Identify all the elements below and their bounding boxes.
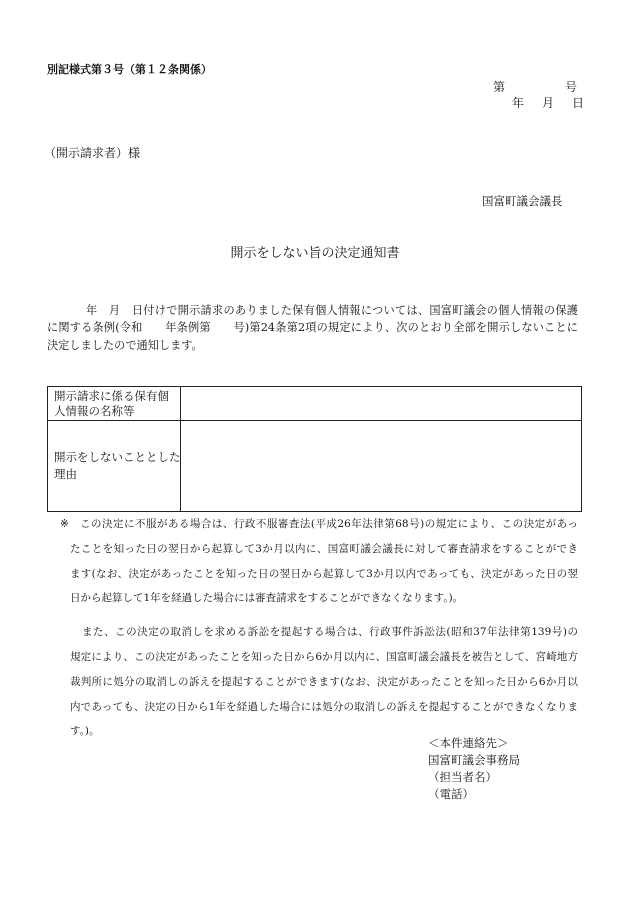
document-date-line: 年 月 日 xyxy=(512,96,588,110)
table-value-cell xyxy=(181,421,581,511)
contact-office: 国富町議会事務局 xyxy=(428,753,520,767)
body-text-line: に関する条例(令和 年条例第 号)第24条第2項の規定により、次のとおり全部を開示しないことに xyxy=(47,321,578,334)
note-line: また、この決定の取消しを求める訴訟を提起する場合は、行政事件訴訟法(昭和37年法律第139号)の xyxy=(82,626,578,638)
table-row xyxy=(48,387,581,421)
table-value-cell xyxy=(181,387,581,420)
note-line: 日から起算して1年を経過した場合には審査請求をすることができなくなります。)。 xyxy=(70,592,464,604)
document-title: 開示をしない旨の決定通知書 xyxy=(230,246,400,261)
sender: 国富町議会議長 xyxy=(482,194,563,208)
body-text-line: 決定しましたので通知します。 xyxy=(47,339,203,352)
contact-phone: （電話） xyxy=(428,787,474,801)
note-line: たことを知った日の翌日から起算して3か月以内に、国富町議会議長に対して審査請求をすることができ xyxy=(70,543,578,555)
table-label-cell xyxy=(48,421,181,511)
table-label-line: 人情報の名称等 xyxy=(54,404,135,418)
table-row xyxy=(48,421,581,511)
document-number-line: 第 号 xyxy=(493,80,578,94)
note-mark: ※ xyxy=(60,518,69,530)
note-line: 裁判所に処分の取消しの訴えを提起することができます(なお、決定があったことを知った日から6か月以 xyxy=(70,676,578,688)
contact-block xyxy=(428,735,520,803)
addressee: （開示請求者）様 xyxy=(44,146,141,160)
body-text-line: 年 月 日付けで開示請求のありました保有個人情報については、国富町議会の個人情報の保護 xyxy=(86,304,578,317)
note-line: 内であっても、決定の日から1年を経過した場合には処分の取消しの訴えを提起することができなくなりま xyxy=(70,701,578,713)
form-label: 別記様式第３号（第１２条関係） xyxy=(47,63,212,76)
table-label-line: 開示をしないこととした xyxy=(54,450,181,464)
note-line: この決定に不服がある場合は、行政不服審査法(平成26年法律第68号)の規定により、この決定があっ xyxy=(80,518,578,530)
table-label-cell xyxy=(48,387,181,420)
contact-heading: ＜本件連絡先＞ xyxy=(428,736,509,750)
note-line: す。)。 xyxy=(70,725,100,737)
note-line: 規定により、この決定があったことを知った日から6か月以内に、国富町議会議長を被告として、宮崎地方 xyxy=(70,651,578,663)
contact-person: （担当者名） xyxy=(428,770,497,784)
note-line: ます(なお、決定があったことを知った日の翌日から起算して3か月以内であっても、決定があった日の翌 xyxy=(70,568,578,580)
decision-table xyxy=(47,386,582,512)
table-label-line: 開示請求に係る保有個 xyxy=(54,389,169,403)
table-label-line: 理由 xyxy=(54,467,77,481)
